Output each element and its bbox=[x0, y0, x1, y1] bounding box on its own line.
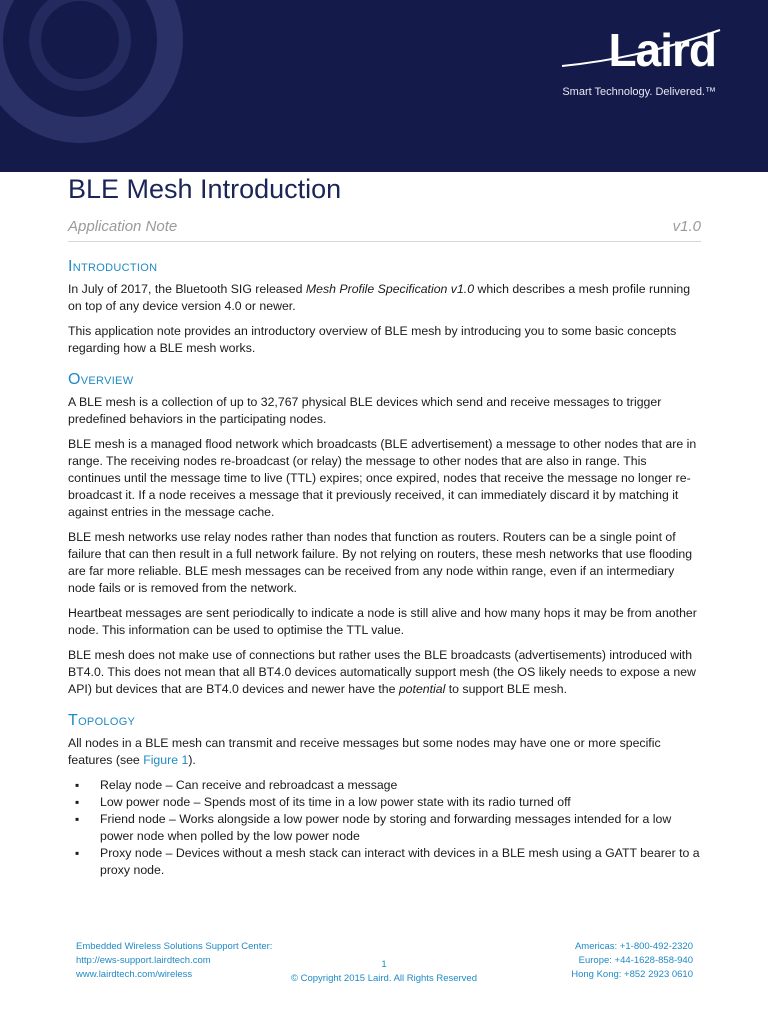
list-item: ▪ Proxy node – Devices without a mesh stack can interact with devices in a BLE mesh using a GATT bearer to a proxy node. bbox=[100, 845, 701, 879]
overview-paragraph-4: Heartbeat messages are sent periodically to indicate a node is still alive and how many hops it may be from another node. This information can be used to optimise the TTL value. bbox=[68, 606, 697, 637]
document-body bbox=[68, 258, 701, 879]
list-item: ▪ Low power node – Spends most of its time in a low power state with its radio turned off bbox=[100, 794, 701, 811]
doc-version: v1.0 bbox=[672, 218, 701, 235]
footer-support-label: Embedded Wireless Solutions Support Center: bbox=[76, 941, 273, 952]
overview-paragraph-2: BLE mesh is a managed flood network which broadcasts (BLE advertisement) a message to other nodes that are in range. The receiving nodes re-broadcast (or relay) the message to other nodes that are also in range. This continues until the message time to live (TTL) expires; once expired, nodes that receive the message no longer re-broadcast it. If a node receives a message that it previously received, it can immediately discard it by matching it against entries in the message cache. bbox=[68, 437, 697, 519]
figure-1-link[interactable]: Figure 1 bbox=[143, 753, 189, 767]
page-header-banner bbox=[0, 0, 768, 172]
intro-paragraph-2: This application note provides an introductory overview of BLE mesh by introducing you to some basic concepts regarding how a BLE mesh works. bbox=[68, 324, 677, 355]
overview-paragraph-1: A BLE mesh is a collection of up to 32,767 physical BLE devices which send and receive messages to trigger predefined behaviors in the participating nodes. bbox=[68, 395, 662, 426]
page-footer bbox=[0, 940, 768, 990]
logo-tagline: Smart Technology. Delivered.™ bbox=[562, 86, 716, 98]
subtitle-row bbox=[68, 218, 701, 242]
doc-type: Application Note bbox=[68, 218, 178, 235]
footer-website-link[interactable]: www.lairdtech.com/wireless bbox=[76, 969, 193, 980]
laird-logo bbox=[562, 24, 716, 98]
section-heading-topology: Topology bbox=[68, 712, 136, 729]
node-feature-list bbox=[68, 777, 701, 879]
list-item: ▪ Friend node – Works alongside a low power node by storing and forwarding messages intended for a low power node when polled by the low power node bbox=[100, 811, 701, 845]
phone-americas: Americas: +1-800-492-2320 bbox=[574, 941, 693, 952]
footer-contact-info bbox=[571, 940, 693, 982]
page-number: 1 bbox=[381, 959, 387, 970]
phone-hong-kong: Hong Kong: +852 2923 0610 bbox=[571, 969, 693, 980]
copyright: © Copyright 2015 Laird. All Rights Reserved bbox=[290, 973, 477, 984]
intro-paragraph-1: In July of 2017, the Bluetooth SIG released Mesh Profile Specification v1.0 which describes a mesh profile running on top of any device version 4.0 or newer. bbox=[68, 282, 691, 313]
decorative-rings-icon bbox=[0, 0, 300, 172]
page-title: BLE Mesh Introduction bbox=[68, 174, 342, 204]
overview-paragraph-5: BLE mesh does not make use of connections but rather uses the BLE broadcasts (advertisements) introduced with BT4.0. This does not mean that all BT4.0 devices automatically support mesh (the OS likely needs to expose a new API) but devices that are BT4.0 devices and newer have the potential to support BLE mesh. bbox=[68, 648, 696, 696]
section-heading-overview: Overview bbox=[68, 371, 134, 388]
overview-paragraph-3: BLE mesh networks use relay nodes rather than nodes that function as routers. Routers can be a single point of failure that can then result in a full network failure. By not relying on routers, these mesh networks that use flooding are far more reliable. BLE mesh messages can be received from any node within range, even if an intermediary node fails or is removed from the network. bbox=[68, 530, 693, 595]
phone-europe: Europe: +44-1628-858-940 bbox=[578, 955, 693, 966]
footer-support-link[interactable]: http://ews-support.lairdtech.com bbox=[76, 955, 211, 966]
list-item: ▪ Relay node – Can receive and rebroadcast a message bbox=[100, 777, 701, 794]
topology-paragraph-1: All nodes in a BLE mesh can transmit and receive messages but some nodes may have one or more specific features (see Figure 1). bbox=[68, 736, 661, 767]
section-heading-introduction: Introduction bbox=[68, 258, 158, 275]
logo-wordmark: Laird bbox=[608, 24, 716, 76]
logo-swoosh-icon bbox=[562, 28, 722, 68]
